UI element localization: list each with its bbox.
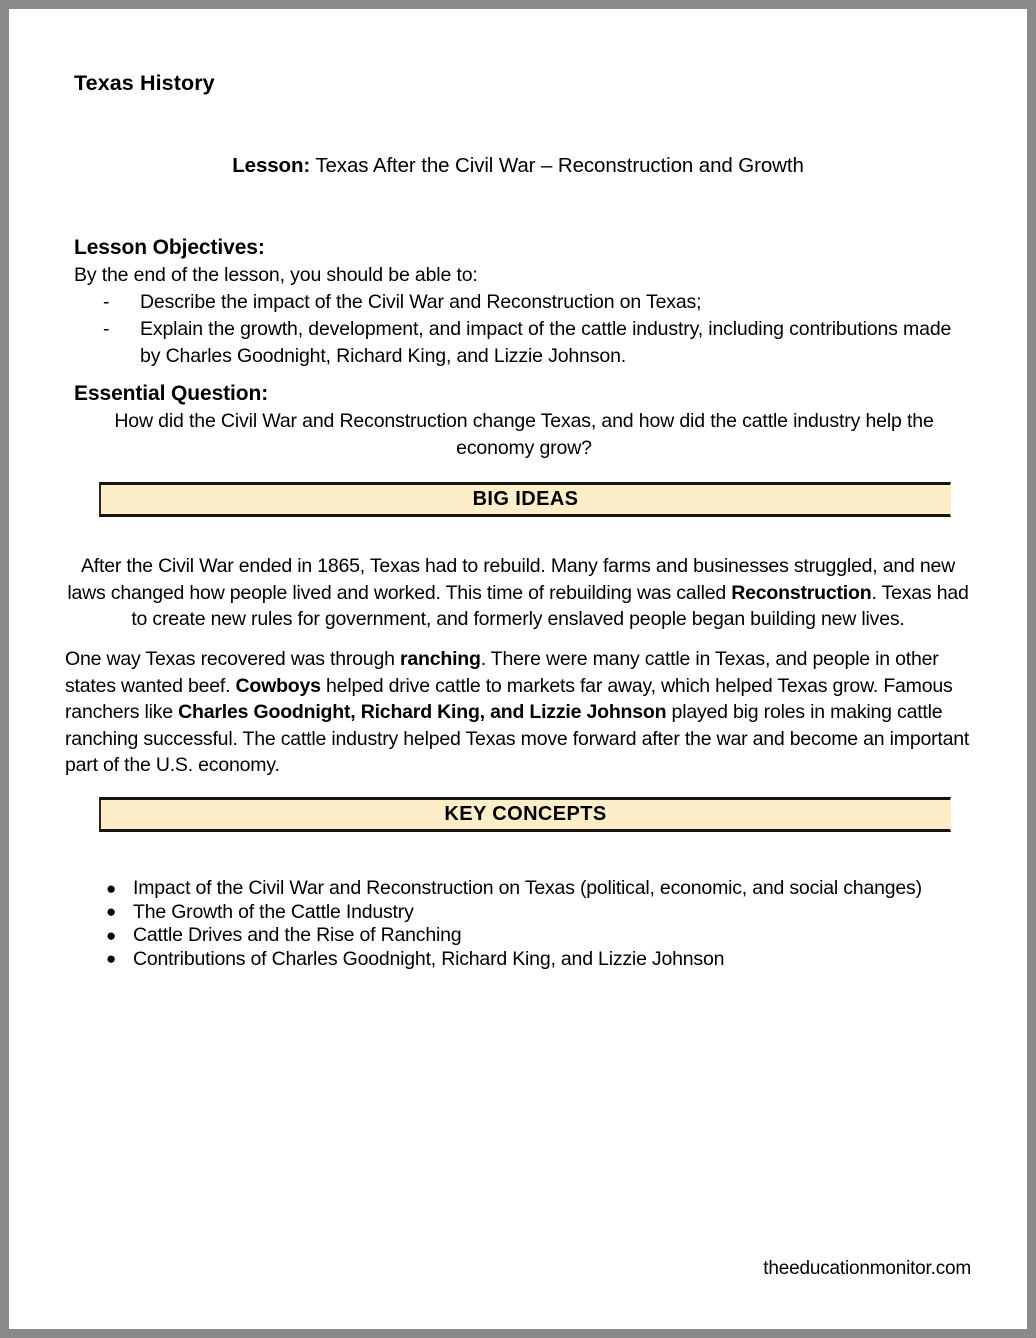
bullet-dot-icon: ●: [106, 878, 117, 898]
list-item: [105, 877, 971, 901]
lesson-title-text: Texas After the Civil War – Reconstruction and Growth: [310, 154, 804, 177]
paragraph-bold-term: Charles Goodnight, Richard King, and Lizzie Johnson: [178, 701, 667, 723]
essential-question-heading: Essential Question:: [74, 382, 269, 405]
list-item-label: Contributions of Charles Goodnight, Richard King, and Lizzie Johnson: [133, 947, 725, 970]
big-ideas-paragraph-reconstruction: [65, 553, 971, 633]
essential-question-text: How did the Civil War and Reconstruction change Texas, and how did the cattle industry help the economy grow?: [114, 410, 934, 459]
paragraph-bold-term: ranching: [399, 648, 481, 670]
list-item-label: Describe the impact of the Civil War and Reconstruction on Texas;: [140, 291, 702, 313]
list-item: [105, 924, 971, 948]
bullet-dot-icon: ●: [106, 902, 117, 921]
lesson-title: [65, 154, 971, 178]
document-subject-heading: Texas History: [74, 71, 215, 95]
list-item-label: The Growth of the Cattle Industry: [133, 900, 414, 923]
paragraph-bold-term: Cowboys: [235, 674, 321, 697]
paragraph-segment: . Texas had to create new rules for government, and formerly enslaved people began building new lives.: [131, 581, 969, 630]
paragraph-segment: helped drive cattle to markets far away, which helped Texas grow. Famous ranchers like: [65, 674, 953, 723]
paragraph-segment: . There were many cattle in Texas, and people in other states wanted beef.: [65, 648, 939, 697]
paragraph-segment: One way Texas recovered was through: [65, 648, 400, 670]
list-item: [74, 316, 971, 370]
big-ideas-banner: BIG IDEAS: [99, 482, 951, 517]
big-ideas-paragraph-ranching: [65, 646, 971, 779]
key-concepts-list: [105, 877, 971, 971]
list-item: [74, 289, 971, 316]
list-item: [105, 948, 971, 972]
bullet-dot-icon: ●: [106, 949, 117, 968]
paragraph-segment: After the Civil War ended in 1865, Texas had to rebuild. Many farms and businesses struggled, and new laws changed how people lived and worked. This time of rebuilding was called: [67, 555, 956, 604]
dash-marker-icon: -: [103, 291, 110, 313]
dash-marker-icon: -: [103, 318, 110, 340]
list-item-label: Impact of the Civil War and Reconstruction on Texas (political, economic, and social changes): [133, 877, 922, 899]
paragraph-segment: played big roles in making cattle ranching successful. The cattle industry helped Texas move forward after the war and become an important part of the U.S. economy.: [65, 701, 970, 776]
document-content: [65, 9, 971, 1329]
footer-site-label: theeducationmonitor.com: [763, 1258, 971, 1279]
document-page: [9, 9, 1027, 1329]
list-item-label: Cattle Drives and the Rise of Ranching: [133, 924, 462, 946]
lesson-title-label: Lesson:: [232, 154, 311, 177]
lesson-objectives-lead: By the end of the lesson, you should be able to:: [74, 264, 478, 286]
list-item: [105, 901, 971, 925]
bullet-dot-icon: ●: [106, 925, 117, 945]
paragraph-bold-term: Reconstruction: [731, 581, 872, 604]
list-item-label: Explain the growth, development, and impact of the cattle industry, including contributions made by Charles Goodnight, Richard King, and Lizzie Johnson.: [140, 318, 952, 367]
lesson-objectives-list: [74, 289, 971, 370]
key-concepts-banner: KEY CONCEPTS: [99, 797, 951, 832]
lesson-objectives-heading: Lesson Objectives:: [74, 236, 265, 259]
